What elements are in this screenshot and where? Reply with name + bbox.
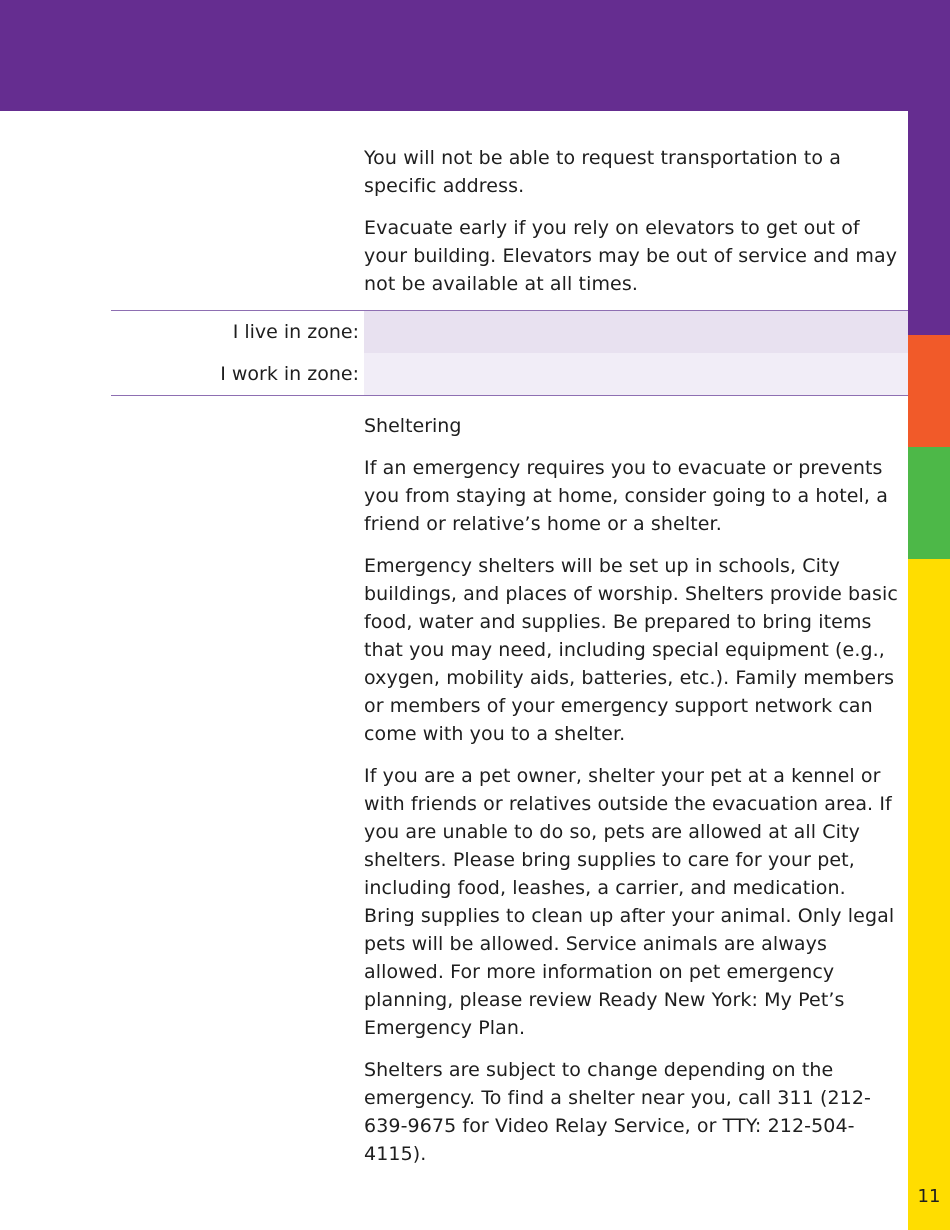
sheltering-paragraph-pets: If you are a pet owner, shelter your pet at a kennel or with friends or relatives outside the evacuation area. If you are unable to do so, pets are allowed at all City shelters. Please bring supplies to care for your pet, including food, leashes, a carrier, and medication. Bring supplies to clean up after your animal. Only legal pets will be allowed. Service animals are always allowed. For more information on pet emergency planning, please review Ready New York: My Pet’s Emergency Plan. [364,765,895,1039]
section-tab-orange [908,335,950,447]
sheltering-heading: Sheltering [364,415,462,437]
work-zone-label: I work in zone: [220,363,359,385]
zone-form [111,310,908,396]
work-zone-field[interactable] [364,353,908,395]
live-zone-label: I live in zone: [232,321,359,343]
sheltering-paragraph-shelters: Emergency shelters will be set up in schools, City buildings, and places of worship. Shelters provide basic food, water and supplies. Be prepared to bring items that you may need, including special equipment (e.g., oxygen, mobility aids, batteries, etc.). Family members or members of your emergency support network can come with you to a shelter. [364,555,898,745]
work-zone-row [111,353,908,396]
section-tab-yellow [908,559,950,1230]
live-zone-field[interactable] [364,311,908,353]
intro-paragraph-elevators: Evacuate early if you rely on elevators to get out of your building. Elevators may be out of service and may not be available at all times. [364,217,898,295]
section-tab-green [908,447,950,559]
sheltering-section [364,412,899,1168]
page-number: 11 [917,1186,941,1207]
sheltering-paragraph-find: Shelters are subject to change depending on the emergency. To find a shelter near you, call 311 (212-639-9675 for Video Relay Service, or TTY: 212-504-4115). [364,1059,871,1165]
sheltering-paragraph-options: If an emergency requires you to evacuate or prevents you from staying at home, consider going to a hotel, a friend or relative’s home or a shelter. [364,457,888,535]
section-tab-purple [908,111,950,335]
intro-text [364,144,899,298]
header-band [0,0,950,111]
live-zone-row [111,310,908,353]
intro-paragraph-transport: You will not be able to request transportation to a specific address. [364,147,841,197]
